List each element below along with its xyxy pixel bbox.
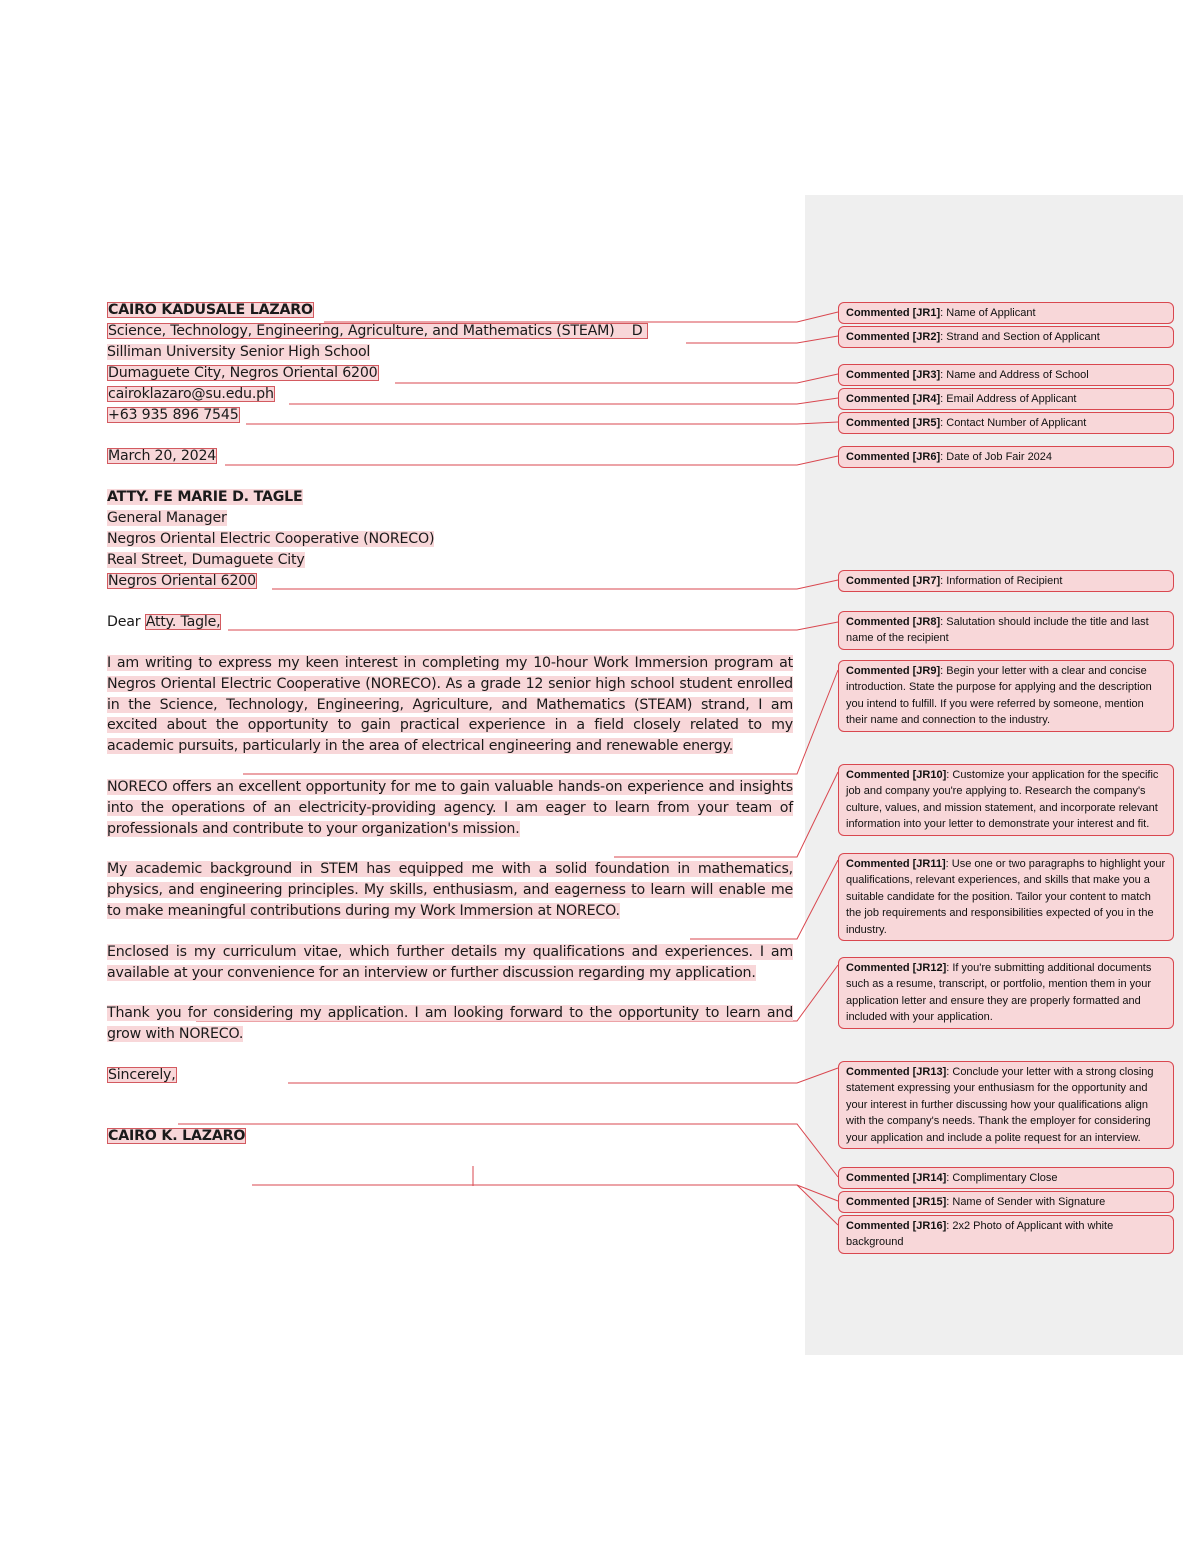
sender-email: cairoklazaro@su.edu.ph <box>108 386 274 402</box>
recipient-name: ATTY. FE MARIE D. TAGLE <box>107 489 303 505</box>
comment-jr13[interactable]: Commented [JR13]: Conclude your letter with a strong closing statement expressing your enthusiasm for the opportunity and your interest in further discussing how your qualifications align with the company's needs. Thank the employer for considering your application and include a polite request for an interview. <box>838 1061 1174 1149</box>
comment-jr5[interactable]: Commented [JR5]: Contact Number of Applicant <box>838 412 1174 434</box>
sender-phone: +63 935 896 7545 <box>108 407 239 423</box>
letter-body <box>107 300 793 1147</box>
paragraph-company: NORECO offers an excellent opportunity for me to gain valuable hands-on experience and insights into the operations of an electricity-providing agency. I am eager to learn from your team of professionals and contribute to your organization's mission. <box>107 778 793 837</box>
sender-strand: Science, Technology, Engineering, Agriculture, and Mathematics (STEAM) D <box>107 323 648 339</box>
paragraph-introduction: I am writing to express my keen interest in completing my 10-hour Work Immersion program at Negros Oriental Electric Cooperative (NORECO). As a grade 12 senior high school student enrolled in the Science, Technology, Engineering, Agriculture, and Mathematics (STEAM) strand, I am excited about the opportunity to gain practical experience in a field closely related to my academic pursuits, particularly in the area of electrical engineering and renewable energy. <box>107 655 793 755</box>
complimentary-close: Sincerely, <box>108 1066 176 1083</box>
recipient-province: Negros Oriental 6200 <box>108 573 256 589</box>
comment-jr7[interactable]: Commented [JR7]: Information of Recipient <box>838 570 1174 592</box>
recipient-street: Real Street, Dumaguete City <box>107 552 305 568</box>
comment-jr9[interactable]: Commented [JR9]: Begin your letter with a clear and concise introduction. State the purpose for applying and the description you intend to fulfill. If you were referred by someone, mention their name and connection to the industry. <box>838 660 1174 732</box>
comment-jr2[interactable]: Commented [JR2]: Strand and Section of Applicant <box>838 326 1174 348</box>
paragraph-enclosure: Enclosed is my curriculum vitae, which further details my qualifications and experiences. I am available at your convenience for an interview or further discussion regarding my application. <box>107 943 793 981</box>
sender-name: CAIRO KADUSALE LAZARO <box>108 302 313 318</box>
signature-name: CAIRO K. LAZARO <box>108 1127 246 1144</box>
salutation-name: Atty. Tagle, <box>145 614 221 630</box>
recipient-company: Negros Oriental Electric Cooperative (NORECO) <box>107 531 435 547</box>
recipient-title: General Manager <box>107 510 227 526</box>
comment-jr8[interactable]: Commented [JR8]: Salutation should include the title and last name of the recipient <box>838 611 1174 650</box>
comment-jr12[interactable]: Commented [JR12]: If you're submitting additional documents such as a resume, transcript, or portfolio, mention them in your application letter and ensure they are properly formatted and included with your application. <box>838 957 1174 1029</box>
comment-jr16[interactable]: Commented [JR16]: 2x2 Photo of Applicant with white background <box>838 1215 1174 1254</box>
comment-jr11[interactable]: Commented [JR11]: Use one or two paragraphs to highlight your qualifications, relevant experiences, and skills that make you a suitable candidate for the position. Tailor your content to match the job requirements and responsibilities expected of you in the industry. <box>838 853 1174 941</box>
letter-date: March 20, 2024 <box>108 448 217 464</box>
connector-jr15 <box>252 1185 838 1201</box>
comment-jr3[interactable]: Commented [JR3]: Name and Address of School <box>838 364 1174 386</box>
comment-jr4[interactable]: Commented [JR4]: Email Address of Applicant <box>838 388 1174 410</box>
salutation: Dear Atty. Tagle, <box>107 614 221 630</box>
connector-jr16 <box>797 1185 838 1225</box>
paragraph-closing: Thank you for considering my application. I am looking forward to the opportunity to learn and grow with NORECO. <box>107 1005 793 1043</box>
comment-jr1[interactable]: Commented [JR1]: Name of Applicant <box>838 302 1174 324</box>
sender-school: Silliman University Senior High School <box>107 344 371 360</box>
comment-jr10[interactable]: Commented [JR10]: Customize your application for the specific job and company you're applying to. Research the company's culture, values, and mission statement, and incorporate relevant information into your letter to demonstrate your interest and fit. <box>838 764 1174 836</box>
sender-address: Dumaguete City, Negros Oriental 6200 <box>108 365 378 381</box>
paragraph-qualifications: My academic background in STEM has equipped me with a solid foundation in mathematics, physics, and engineering principles. My skills, enthusiasm, and eagerness to learn will enable me to make meaningful contributions during my Work Immersion at NORECO. <box>107 861 793 919</box>
comment-jr14[interactable]: Commented [JR14]: Complimentary Close <box>838 1167 1174 1189</box>
sender-section: D <box>631 323 643 339</box>
comment-jr6[interactable]: Commented [JR6]: Date of Job Fair 2024 <box>838 446 1174 468</box>
sender-block <box>107 300 793 321</box>
comment-jr15[interactable]: Commented [JR15]: Name of Sender with Signature <box>838 1191 1174 1213</box>
